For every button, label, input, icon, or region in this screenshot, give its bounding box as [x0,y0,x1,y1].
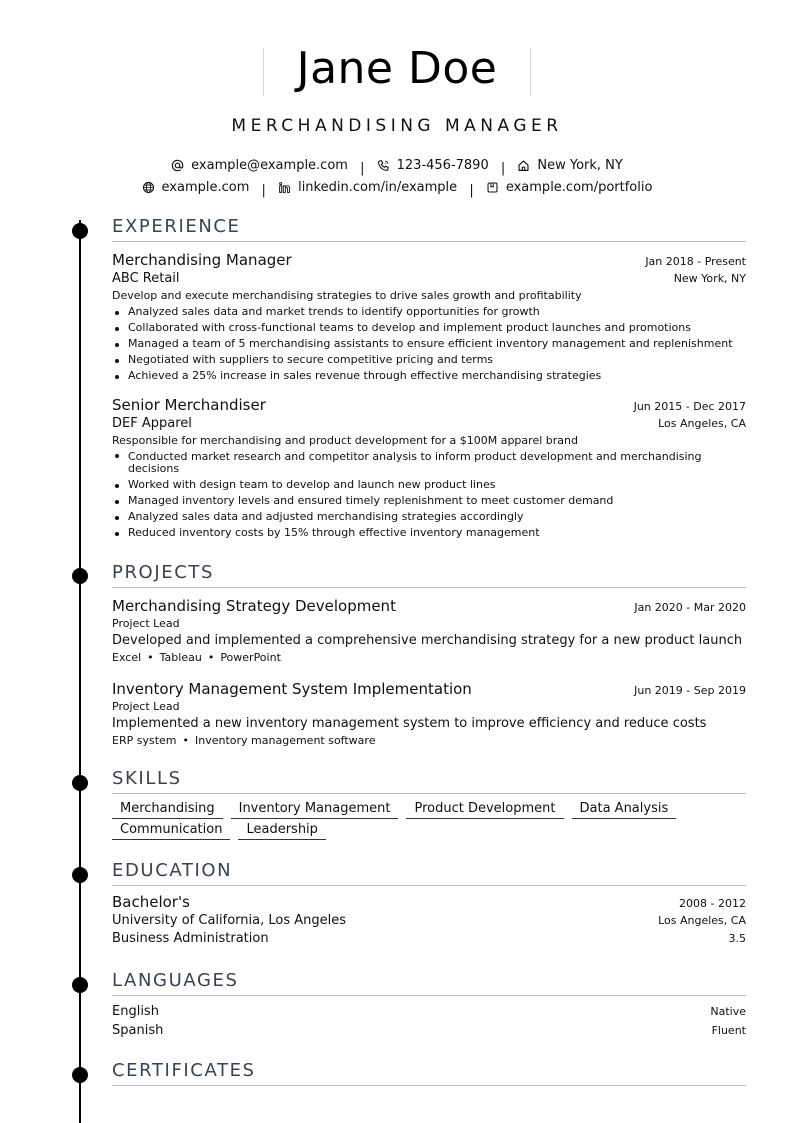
website-text: example.com [161,180,250,195]
location-text: New York, NY [537,158,623,173]
list-item: Negotiated with suppliers to secure competitive pricing and terms [112,352,746,368]
project-tag: Tableau [159,651,202,664]
experience-location: Los Angeles, CA [658,417,746,430]
contact-row-1 [0,156,794,178]
experience-company: ABC Retail [112,271,180,286]
experience-summary: Responsible for merchandising and product development for a $100M apparel brand [112,434,578,447]
at-sign-icon [171,159,184,172]
section-title-languages: LANGUAGES [112,970,746,996]
job-title: MERCHANDISING MANAGER [231,116,563,136]
contact-separator: | [500,161,506,176]
languages-section [112,970,746,1040]
project-dates: Jun 2019 - Sep 2019 [634,684,746,697]
list-item: Achieved a 25% increase in sales revenue through effective merchandising strategies [112,368,746,384]
skill-tag: Product Development [406,800,563,819]
education-dates: 2008 - 2012 [679,897,746,910]
education-school: University of California, Los Angeles [112,913,347,928]
language-row [112,1002,746,1021]
linkedin-icon [278,181,291,194]
project-role: Project Lead [112,617,180,630]
location-contact [517,156,622,175]
list-item: Managed inventory levels and ensured timely replenishment to meet customer demand [112,493,746,509]
project-name: Merchandising Strategy Development [112,597,396,615]
skills-section [112,768,746,842]
project-description: Implemented a new inventory management system to improve efficiency and reduce costs [112,716,707,731]
resume-header [0,40,794,200]
project-dates: Jan 2020 - Mar 2020 [634,601,746,614]
experience-role: Senior Merchandiser [112,396,266,414]
experience-section [112,216,746,541]
section-title-certificates: CERTIFICATES [112,1060,746,1086]
tag-separator: • [147,651,154,664]
experience-location: New York, NY [673,272,746,285]
contact-row-2 [0,178,794,200]
timeline-dot-skills [72,775,88,791]
list-item: Managed a team of 5 merchandising assistants to ensure efficient inventory management and replenishment [112,336,746,352]
contact-separator: | [360,161,365,176]
skill-tag: Data Analysis [572,800,677,819]
website-contact[interactable] [142,178,250,197]
section-title-skills: SKILLS [112,768,746,794]
project-entry [112,596,746,666]
list-item: Collaborated with cross-functional teams to develop and implement product launches and promotions [112,320,746,336]
project-tag: PowerPoint [220,651,281,664]
section-title-projects: PROJECTS [112,562,746,588]
email-contact[interactable] [171,156,348,175]
list-item: Conducted market research and competitor analysis to inform product development and merchandising decisions [112,449,746,477]
portfolio-icon [486,181,499,194]
education-field: Business Administration [112,931,269,946]
tag-separator: • [182,734,189,747]
linkedin-text: linkedin.com/in/example [298,180,458,195]
phone-icon [377,159,390,172]
project-tag: Excel [112,651,142,664]
project-name: Inventory Management System Implementation [112,680,472,698]
skill-tag: Merchandising [112,800,223,819]
certificates-section [112,1060,746,1086]
experience-entry [112,250,746,384]
portfolio-contact[interactable] [486,178,653,197]
name-block [263,40,532,98]
candidate-name: Jane Doe [296,43,498,94]
language-name: English [112,1004,159,1019]
experience-dates: Jun 2015 - Dec 2017 [633,400,746,413]
experience-bullets [112,449,746,541]
education-section [112,860,746,948]
experience-dates: Jan 2018 - Present [645,255,746,268]
education-gpa: 3.5 [728,932,746,945]
language-row [112,1021,746,1040]
education-location: Los Angeles, CA [658,914,746,927]
education-degree: Bachelor's [112,893,190,911]
section-title-education: EDUCATION [112,860,746,886]
project-entry [112,679,746,749]
project-tags [112,733,746,749]
contact-separator: | [261,183,266,198]
project-tag: Inventory management software [195,734,376,747]
home-icon [517,159,530,172]
timeline-dot-experience [72,223,88,239]
tag-separator: • [207,651,215,664]
experience-company: DEF Apparel [112,416,192,431]
contact-separator: | [469,183,474,198]
list-item: Worked with design team to develop and launch new product lines [112,477,746,493]
language-level: Fluent [711,1024,746,1037]
section-title-experience: EXPERIENCE [112,216,746,242]
project-description: Developed and implemented a comprehensive merchandising strategy for a new product launch [112,633,743,648]
email-text: example@example.com [191,158,348,173]
experience-entry [112,395,746,541]
timeline-dot-projects [72,568,88,584]
experience-bullets [112,304,746,384]
experience-summary: Develop and execute merchandising strategies to drive sales growth and profitability [112,289,582,302]
timeline-dot-languages [72,977,88,993]
timeline-dot-certificates [72,1067,88,1083]
skill-tag: Inventory Management [231,800,399,819]
list-item: Analyzed sales data and market trends to identify opportunities for growth [112,304,746,320]
globe-icon [142,181,155,194]
skill-tag: Communication [112,821,230,840]
language-level: Native [710,1005,746,1018]
projects-section [112,562,746,749]
list-item: Analyzed sales data and adjusted merchandising strategies accordingly [112,509,746,525]
timeline-dot-education [72,867,88,883]
project-role: Project Lead [112,700,180,713]
phone-contact[interactable] [377,156,489,175]
skill-tag: Leadership [238,821,325,840]
linkedin-contact[interactable] [278,178,457,197]
project-tag: ERP system [112,734,177,747]
project-tags [112,650,746,666]
education-entry [112,892,746,948]
language-name: Spanish [112,1023,164,1038]
skills-list [112,800,712,842]
languages-list [112,1002,746,1040]
experience-role: Merchandising Manager [112,251,292,269]
list-item: Reduced inventory costs by 15% through effective inventory management [112,525,746,541]
portfolio-text: example.com/portfolio [505,180,653,195]
phone-text: 123-456-7890 [396,158,489,173]
